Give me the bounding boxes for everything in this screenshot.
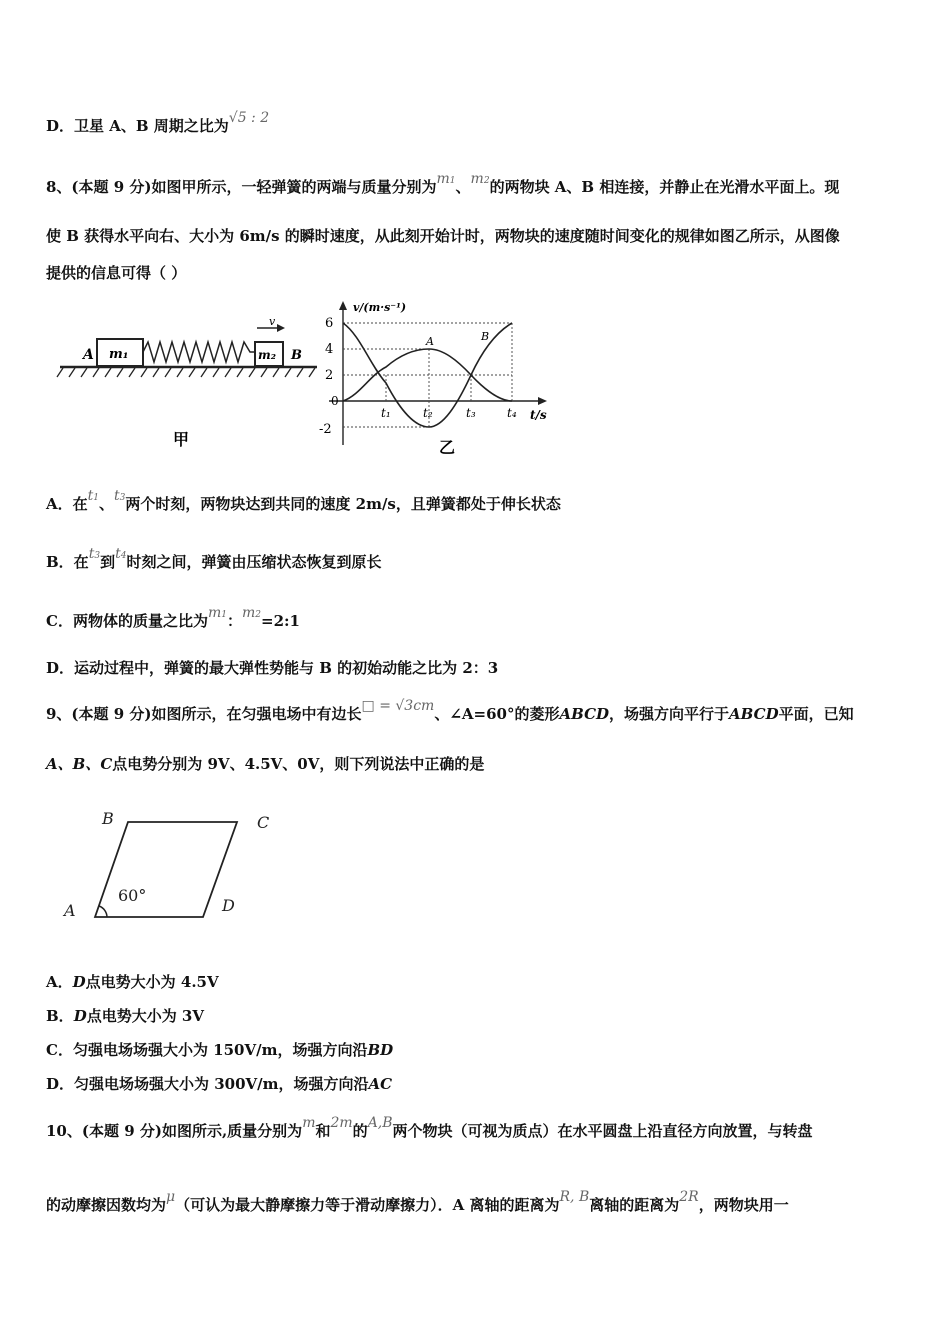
vertex-a: A <box>64 901 76 920</box>
radius-2r: 2R <box>679 1189 699 1205</box>
t4-symbol: t4 <box>115 546 127 562</box>
y-axis-arrow <box>339 301 347 310</box>
xtick-t4: t₄ <box>507 406 517 420</box>
ytick-6: 6 <box>325 316 334 331</box>
curve-a-label: A <box>426 335 434 348</box>
x-axis-arrow <box>538 397 547 405</box>
y-axis-label: v/(m·s⁻¹) <box>353 301 407 314</box>
caption-jia: 甲 <box>173 430 190 449</box>
m1-symbol: m1 <box>207 605 227 621</box>
ytick-neg2: -2 <box>319 422 332 437</box>
mass-2m: 2m <box>330 1115 353 1131</box>
ytick-0: 0 <box>331 394 339 408</box>
spring-figure <box>55 315 325 455</box>
label-b: B <box>291 348 302 363</box>
q9-option-b: B．D点电势大小为 3V <box>46 1007 205 1025</box>
q9-option-a: A．D点电势大小为 4.5V <box>46 973 219 991</box>
m2-symbol: m2 <box>470 171 490 187</box>
radius-r-b: R, B <box>559 1189 590 1205</box>
velocity-graph <box>315 295 555 460</box>
q8-option-d: D．运动过程中，弹簧的最大弹性势能与 B 的初始动能之比为 2：3 <box>46 659 499 677</box>
q8-stem-line3: 提供的信息可得（ ） <box>46 264 187 282</box>
q8-option-a: A．在t1、t3两个时刻，两物块达到共同的速度 2m/s，且弹簧都处于伸长状态 <box>46 488 561 513</box>
blocks-ab: A,B <box>367 1115 393 1131</box>
friction-mu: μ <box>166 1189 176 1205</box>
q9-stem-line1: 9、(本题 9 分)如图所示，在匀强电场中有边长□ = √3cm、∠A=60°的菱形ABCD，场强方向平行于ABCD平面，已知 <box>46 698 854 723</box>
q8-stem-line1: 8、(本题 9 分)如图甲所示，一轻弹簧的两端与质量分别为m1、m2的两物块 A、B 相连接，并静止在光滑水平面上。现 <box>46 171 840 196</box>
q7-option-d: D．卫星 A、B 周期之比为√5 : 2 <box>46 110 270 135</box>
caption-yi: 乙 <box>439 438 456 457</box>
q10-stem-line2: 的动摩擦因数均为μ（可认为最大静摩擦力等于滑动摩擦力）．A 离轴的距离为R, B离轴的距离为2R，两物块用一 <box>46 1189 789 1214</box>
xtick-t2: t₂ <box>423 406 433 420</box>
q8-stem-line2: 使 B 获得水平向右、大小为 6m/s 的瞬时速度，从此刻开始计时，两物块的速度随时间变化的规律如图乙所示，从图像 <box>46 227 840 245</box>
vertex-b: B <box>102 809 114 828</box>
mass-m: m <box>302 1115 316 1131</box>
q8-option-c: C．两物体的质量之比为m1：m2=2:1 <box>46 605 300 630</box>
m2-symbol: m2 <box>241 605 261 621</box>
q10-stem-line1: 10、(本题 9 分)如图所示,质量分别为m和2m的A,B两个物块（可视为质点）在水平圆盘上沿直径方向放置，与转盘 <box>46 1115 813 1140</box>
t3-symbol: t3 <box>114 488 126 504</box>
label-a: A <box>83 347 94 363</box>
xtick-t1: t₁ <box>381 406 391 420</box>
q9-option-c: C．匀强电场场强大小为 150V/m，场强方向沿BD <box>46 1041 394 1059</box>
ytick-2: 2 <box>325 368 334 383</box>
vertex-c: C <box>257 813 270 832</box>
t3-symbol: t3 <box>88 546 101 562</box>
side-length-math: □ = √3cm <box>361 698 435 714</box>
angle-label: 60° <box>118 886 147 905</box>
m1-symbol: m1 <box>436 171 456 187</box>
xtick-t3: t₃ <box>466 406 476 420</box>
label-m1: m₁ <box>109 347 129 362</box>
x-axis-label: t/s <box>530 408 547 422</box>
spring <box>143 342 255 362</box>
ground-hatching <box>57 368 315 377</box>
curve-b-label: B <box>481 330 490 343</box>
velocity-arrow-head <box>277 324 285 332</box>
vertex-d: D <box>222 896 235 915</box>
label-v: v <box>269 315 276 328</box>
ytick-4: 4 <box>325 342 334 357</box>
angle-arc <box>99 906 107 917</box>
q9-stem-line2: A、B、C点电势分别为 9V、4.5V、0V，则下列说法中正确的是 <box>46 755 485 773</box>
q8-option-b: B．在t3到t4时刻之间，弹簧由压缩状态恢复到原长 <box>46 546 382 571</box>
t1-symbol: t1 <box>87 488 100 504</box>
sqrt5-ratio: √5 : 2 <box>228 110 270 126</box>
rhombus-figure <box>55 800 285 935</box>
label-m2: m₂ <box>258 348 276 362</box>
rhombus-abcd <box>95 822 237 917</box>
q9-option-d: D．匀强电场场强大小为 300V/m，场强方向沿AC <box>46 1075 393 1093</box>
